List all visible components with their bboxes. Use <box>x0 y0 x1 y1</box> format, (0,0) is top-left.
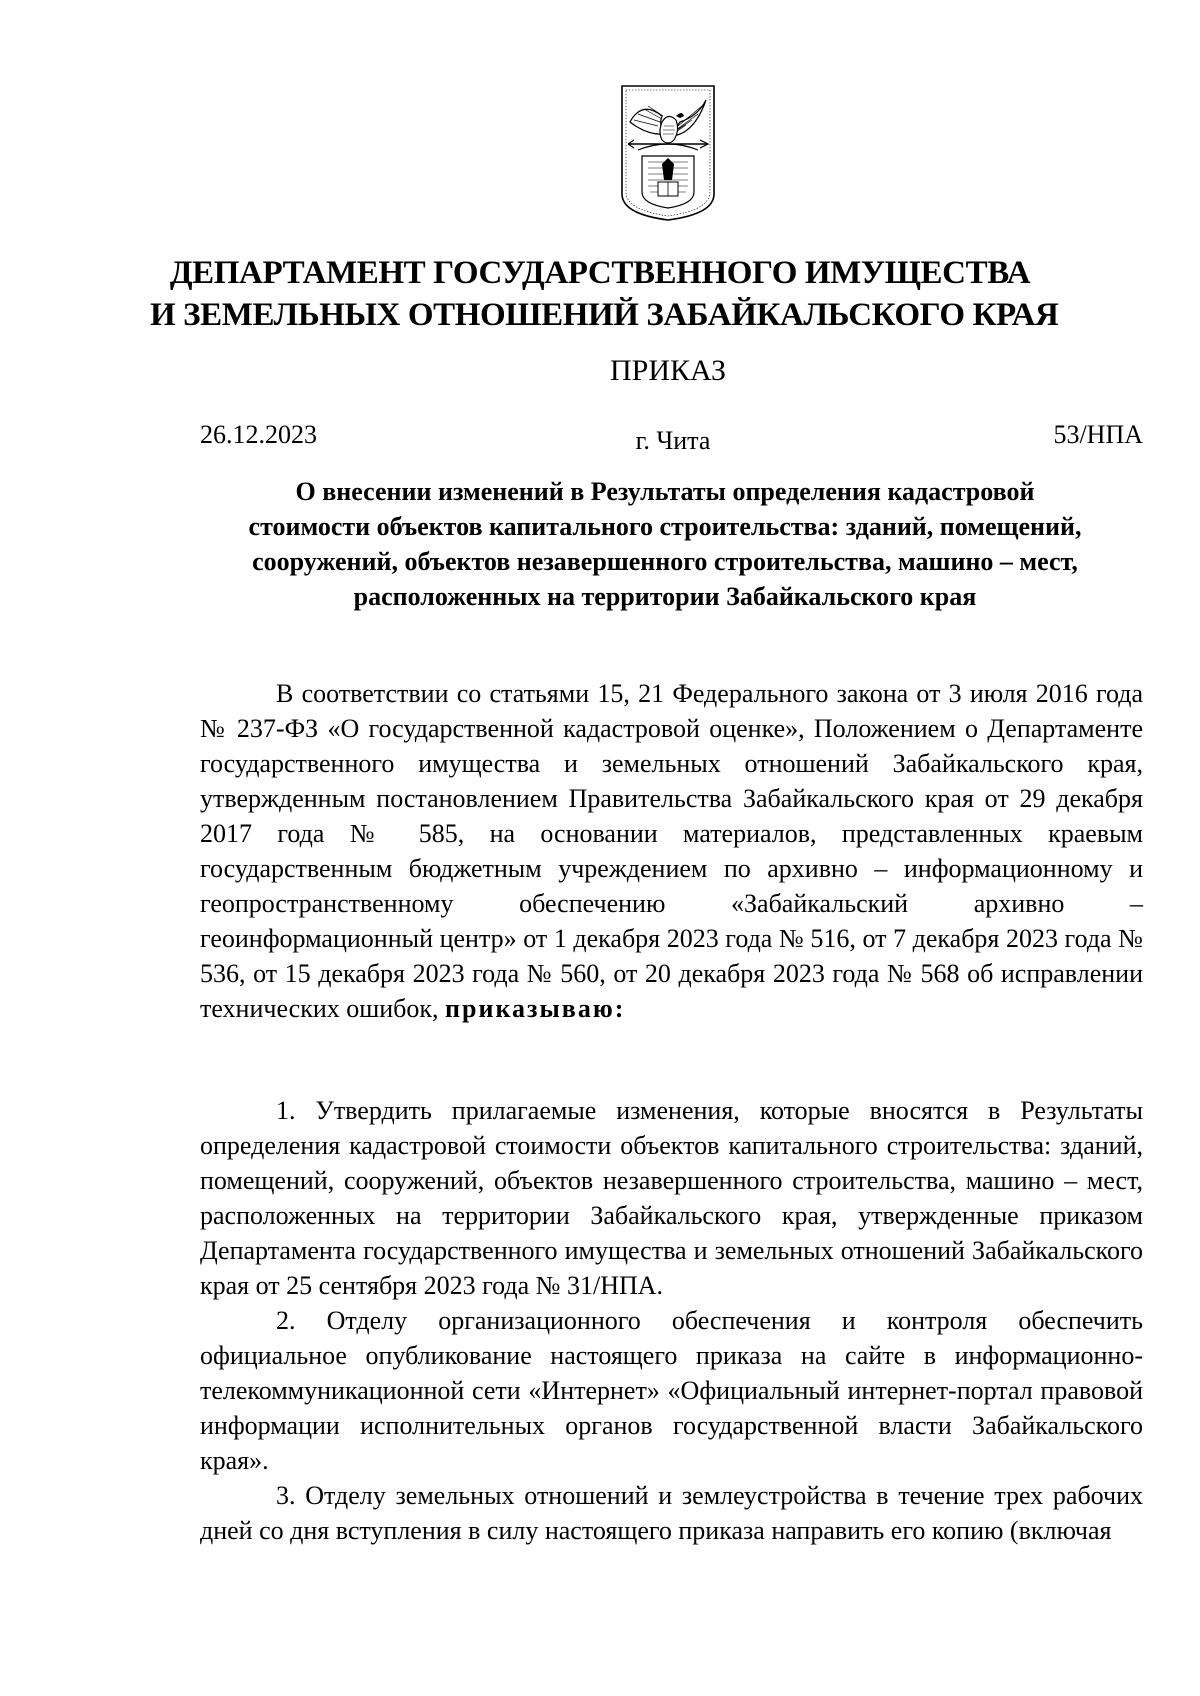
document-meta <box>200 418 1143 458</box>
organization-title-line-1: ДЕПАРТАМЕНТ ГОСУДАРСТВЕННОГО ИМУЩЕСТВА <box>169 255 1031 291</box>
preamble-paragraph <box>200 676 1143 1026</box>
preamble <box>200 676 1143 1026</box>
subject-line-2: стоимости объектов капитального строительства: зданий, помещений, <box>248 512 1082 541</box>
preamble-text: В соответствии со статьями 15, 21 Федерального закона от 3 июля 2016 года № 237-ФЗ «О государственной кадастровой оценке», Положением о Департаменте государственного имущества и земельных отношений Забайкальского края, утвержденным постановлением Правительства Забайкальского края от 29 декабря 2017 года № 585, на основании материалов, представленных краевым государственным бюджетным учреждением по архивно – информационному и геопространственному обеспечению «Забайкальский архивно – геоинформационный центр» от 1 декабря 2023 года № 516, от 7 декабря 2023 года № 536, от 15 декабря 2023 года № 560, от 20 декабря 2023 года № 568 об исправлении технических ошибок, <box>200 679 1143 1023</box>
document-date: 26.12.2023 <box>200 420 317 449</box>
order-item-2: 2. Отделу организационного обеспечения и контроля обеспечить официальное опубликование настоящего приказа на сайте в информационно-телекоммуникационной сети «Интернет» «Официальный интернет-портал правовой информации исполнительных органов государственной власти Забайкальского края». <box>200 1306 1143 1475</box>
organization-title-line-2: И ЗЕМЕЛЬНЫХ ОТНОШЕНИЙ ЗАБАЙКАЛЬСКОГО КРАЯ <box>150 297 1059 333</box>
order-word: приказываю: <box>445 994 626 1023</box>
order-items <box>200 1093 1143 1548</box>
subject-line-3: сооружений, объектов незавершенного строительства, машино – мест, <box>252 547 1078 576</box>
organization-title <box>150 252 1059 336</box>
coat-of-arms-icon <box>618 82 718 222</box>
document-number: 53/НПА <box>1053 420 1143 449</box>
document-type: ПРИКАЗ <box>610 354 726 387</box>
subject-line-1: О внесении изменений в Результаты определения кадастровой <box>295 477 1035 506</box>
document-subject <box>190 474 1140 614</box>
order-item-3: 3. Отделу земельных отношений и землеустройства в течение трех рабочих дней со дня вступления в силу настоящего приказа направить его копию (включая <box>200 1481 1143 1545</box>
document-city: г. Чита <box>635 426 711 455</box>
order-item-1: 1. Утвердить прилагаемые изменения, которые вносятся в Результаты определения кадастровой стоимости объектов капитального строительства: зданий, помещений, сооружений, объектов незавершенного строительства, машино – мест, расположенных на территории Забайкальского края, утвержденные приказом Департамента государственного имущества и земельных отношений Забайкальского края от 25 сентября 2023 года № 31/НПА. <box>200 1096 1143 1300</box>
subject-line-4: расположенных на территории Забайкальского края <box>353 582 977 611</box>
